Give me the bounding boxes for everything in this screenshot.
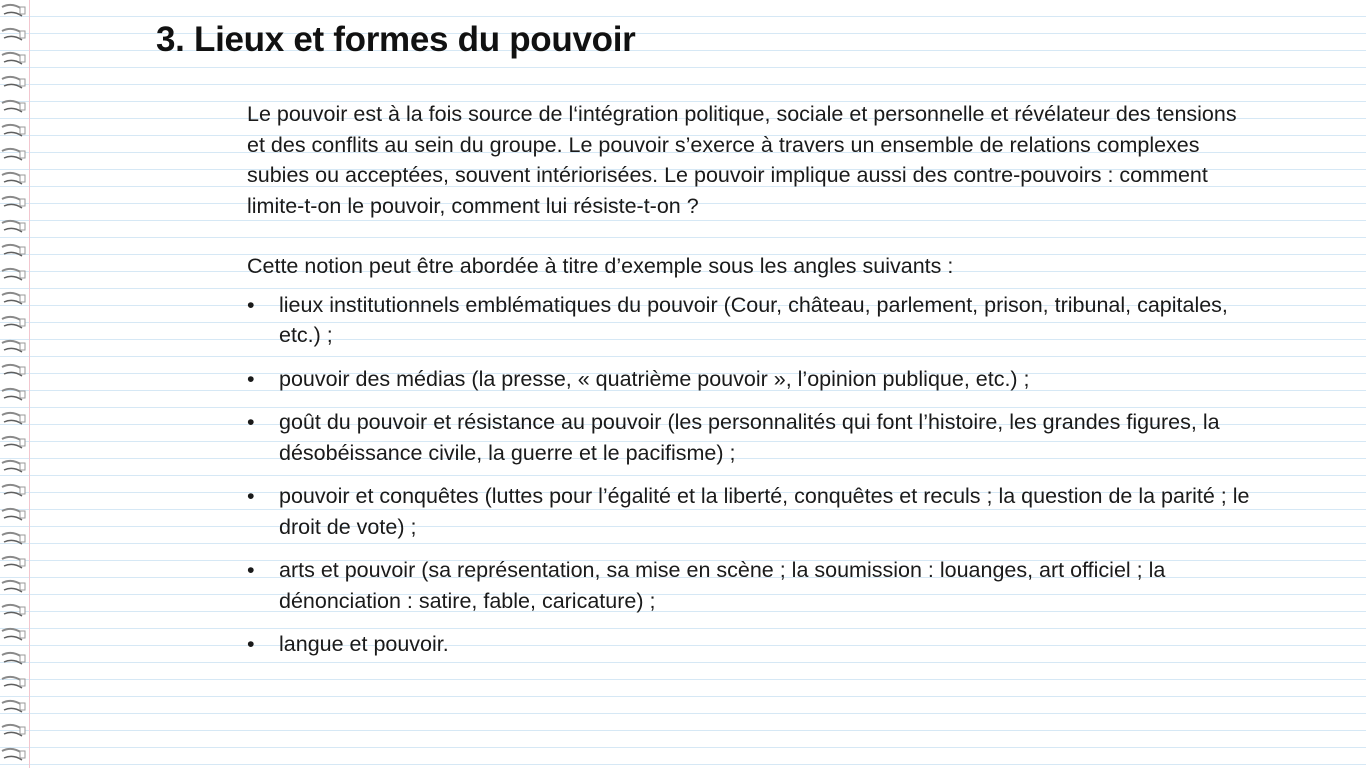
spiral-ring: [4, 444, 22, 448]
spiral-ring: [2, 557, 22, 561]
spiral-hole: [20, 559, 25, 566]
spiral-ring: [4, 420, 22, 424]
notebook-spiral-binding: [0, 0, 30, 768]
spiral-ring: [4, 660, 22, 664]
spiral-ring: [4, 132, 22, 136]
spiral-ring: [2, 653, 22, 657]
lead-sentence: Cette notion peut être abordée à titre d’exemple sous les angles suivants :: [247, 254, 954, 278]
spiral-ring: [2, 101, 22, 105]
spiral-ring: [2, 485, 22, 489]
spiral-ring: [2, 533, 22, 537]
spiral-hole: [20, 535, 25, 542]
spiral-ring: [4, 252, 22, 256]
spiral-hole: [20, 679, 25, 686]
spiral-hole: [20, 631, 25, 638]
bullet-icon: •: [247, 632, 255, 656]
spiral-hole: [20, 655, 25, 662]
spiral-ring: [2, 53, 22, 57]
spiral-hole: [20, 175, 25, 182]
spiral-hole: [20, 751, 25, 758]
spiral-hole: [20, 7, 25, 14]
spiral-hole: [20, 295, 25, 302]
list-item: [247, 290, 1257, 351]
notebook-margin-line: [29, 0, 30, 768]
list-item-text: arts et pouvoir (sa représentation, sa mise en scène ; la soumission : louanges, art officiel ; la dénonciation : satire, fable, caricature) ;: [279, 558, 1166, 613]
spiral-ring: [4, 300, 22, 304]
list-item-text: goût du pouvoir et résistance au pouvoir (les personnalités qui font l’histoire, les grandes figures, la désobéissance civile, la guerre et le pacifisme) ;: [279, 410, 1220, 465]
angles-list: [247, 290, 1257, 660]
list-item: [247, 481, 1257, 542]
spiral-ring: [4, 180, 22, 184]
spiral-ring: [2, 749, 22, 753]
spiral-ring: [2, 605, 22, 609]
spiral-hole: [20, 343, 25, 350]
spiral-hole: [20, 247, 25, 254]
spiral-ring: [4, 708, 22, 712]
spiral-ring: [2, 317, 22, 321]
spiral-ring: [2, 677, 22, 681]
spiral-ring: [4, 732, 22, 736]
spiral-ring: [2, 293, 22, 297]
spiral-ring: [4, 228, 22, 232]
spiral-ring: [4, 36, 22, 40]
list-item-text: pouvoir et conquêtes (luttes pour l’égalité et la liberté, conquêtes et reculs ; la question de la parité ; le droit de vote) ;: [279, 484, 1250, 539]
spiral-hole: [20, 199, 25, 206]
spiral-ring: [4, 612, 22, 616]
bullet-icon: •: [247, 292, 255, 317]
spiral-ring: [4, 156, 22, 160]
spiral-hole: [20, 439, 25, 446]
spiral-hole: [20, 487, 25, 494]
spiral-ring: [4, 84, 22, 88]
spiral-ring: [2, 509, 22, 513]
spiral-hole: [20, 127, 25, 134]
spiral-hole: [20, 31, 25, 38]
spiral-ring: [4, 564, 22, 568]
intro-paragraph: Le pouvoir est à la fois source de l‘intégration politique, sociale et personnelle et révélateur des tensions et des conflits au sein du groupe. Le pouvoir s’exerce à travers un ensemble de relations complexes subies ou acceptées, souvent intériorisées. Le pouvoir implique aussi des contre-pouvoirs : comment limite-t-on le pouvoir, comment lui résiste-t-on ?: [247, 102, 1237, 218]
spiral-ring: [2, 461, 22, 465]
list-item: [247, 407, 1257, 468]
list-item: [247, 555, 1257, 616]
spiral-ring: [2, 629, 22, 633]
spiral-hole: [20, 727, 25, 734]
bullet-icon: •: [247, 558, 255, 582]
spiral-ring: [4, 348, 22, 352]
bullet-icon: •: [247, 484, 255, 508]
slide-content: [247, 99, 1257, 673]
spiral-ring: [4, 324, 22, 328]
spiral-ring: [4, 636, 22, 640]
spiral-ring: [2, 581, 22, 585]
spiral-ring: [2, 725, 22, 729]
list-item: [247, 629, 1257, 660]
spiral-hole: [20, 103, 25, 110]
spiral-ring: [4, 492, 22, 496]
spiral-ring: [4, 60, 22, 64]
spiral-ring: [2, 341, 22, 345]
list-item-text: pouvoir des médias (la presse, « quatrième pouvoir », l’opinion publique, etc.) ;: [279, 366, 1030, 391]
spiral-hole: [20, 391, 25, 398]
spiral-ring: [2, 269, 22, 273]
spiral-hole: [20, 271, 25, 278]
spiral-ring: [2, 77, 22, 81]
spiral-hole: [20, 367, 25, 374]
spiral-hole: [20, 415, 25, 422]
slide-title: 3. Lieux et formes du pouvoir: [156, 20, 636, 59]
spiral-ring: [4, 516, 22, 520]
spiral-ring: [2, 701, 22, 705]
spiral-ring: [2, 125, 22, 129]
spiral-ring: [2, 29, 22, 33]
spiral-ring: [2, 365, 22, 369]
spiral-ring: [2, 437, 22, 441]
spiral-hole: [20, 607, 25, 614]
spiral-hole: [20, 511, 25, 518]
spiral-hole: [20, 463, 25, 470]
spiral-ring: [4, 588, 22, 592]
spiral-ring: [4, 204, 22, 208]
list-item-text: lieux institutionnels emblématiques du pouvoir (Cour, château, parlement, prison, tribunal, capitales, etc.) ;: [279, 292, 1228, 347]
spiral-ring: [4, 756, 22, 760]
list-item: [247, 364, 1257, 395]
spiral-ring: [2, 197, 22, 201]
spiral-ring: [4, 540, 22, 544]
spiral-ring: [4, 684, 22, 688]
list-item-text: langue et pouvoir.: [279, 632, 449, 656]
spiral-ring: [2, 173, 22, 177]
spiral-ring: [2, 149, 22, 153]
spiral-ring: [4, 468, 22, 472]
spiral-ring: [4, 276, 22, 280]
spiral-ring: [2, 221, 22, 225]
spiral-hole: [20, 319, 25, 326]
spiral-hole: [20, 151, 25, 158]
spiral-hole: [20, 55, 25, 62]
spiral-ring: [2, 389, 22, 393]
spiral-ring: [2, 413, 22, 417]
spiral-hole: [20, 703, 25, 710]
spiral-ring: [4, 372, 22, 376]
spiral-hole: [20, 223, 25, 230]
spiral-ring: [4, 396, 22, 400]
spiral-ring: [2, 245, 22, 249]
spiral-ring: [2, 5, 22, 9]
spiral-hole: [20, 583, 25, 590]
spiral-ring: [4, 12, 22, 16]
bullet-icon: •: [247, 410, 255, 434]
spiral-ring: [4, 108, 22, 112]
spiral-hole: [20, 79, 25, 86]
bullet-icon: •: [247, 366, 255, 391]
